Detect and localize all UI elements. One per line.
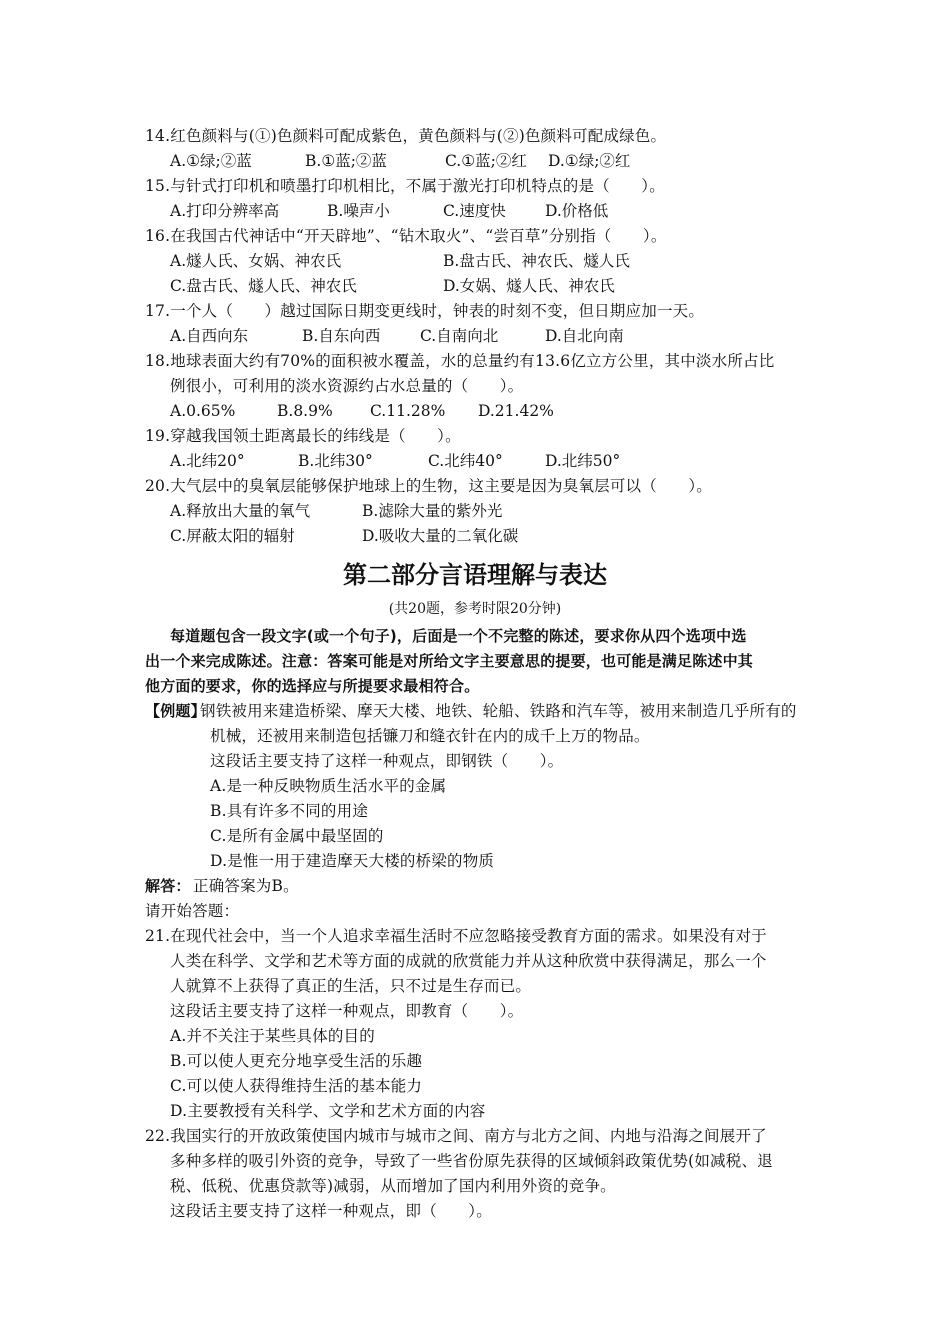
example-text-line-2: 机械，还被用来制造包括镰刀和缝衣针在内的成千上万的物品。 (210, 727, 650, 745)
question-17-option-a: A.自西向东 (170, 327, 249, 345)
question-21-option-c: C.可以使人获得维持生活的基本能力 (170, 1077, 423, 1095)
example-prompt: 这段话主要支持了这样一种观点，即钢铁（ ）。 (210, 752, 564, 770)
question-21-option-b: B.可以使人更充分地享受生活的乐趣 (170, 1052, 423, 1070)
example-option-b: B.具有许多不同的用途 (210, 802, 369, 820)
question-16-option-c: C.盘古氏、燧人氏、神农氏 (170, 277, 357, 295)
example-option-a: A.是一种反映物质生活水平的金属 (210, 777, 447, 795)
question-14-option-c: C.①蓝;②红 (445, 152, 527, 170)
question-21-stem-line-1: 21.在现代社会中，当一个人追求幸福生活时不应忽略接受教育方面的需求。如果没有对于 (145, 927, 767, 945)
question-14-option-b: B.①蓝;②蓝 (305, 152, 387, 170)
question-16-option-d: D.女娲、燧人氏、神农氏 (443, 277, 615, 295)
question-22-stem-line-3: 税、低税、优惠贷款等)减弱，从而增加了国内利用外资的竞争。 (170, 1177, 616, 1195)
question-18-option-d: D.21.42% (478, 402, 554, 420)
question-15-option-a: A.打印分辨率高 (170, 202, 280, 220)
question-14-option-d: D.①绿;②红 (548, 152, 631, 170)
example-option-c: C.是所有金属中最坚固的 (210, 827, 384, 845)
question-22-stem-line-2: 多种多样的吸引外资的竞争，导致了一些省份原先获得的区域倾斜政策优势(如减税、退 (170, 1152, 773, 1170)
question-20-option-c: C.屏蔽太阳的辐射 (170, 527, 295, 545)
question-14-option-a: A.①绿;②蓝 (170, 152, 252, 170)
start-instruction: 请开始答题： (145, 902, 240, 920)
question-17-stem: 17.一个人（ ）越过国际日期变更线时，钟表的时刻不变，但日期应加一天。 (145, 302, 705, 320)
question-19-option-d: D.北纬50° (545, 452, 621, 470)
question-15-option-b: B.噪声小 (327, 202, 390, 220)
question-21-option-a: A.并不关注于某些具体的目的 (170, 1027, 375, 1045)
question-19-option-a: A.北纬20° (170, 452, 245, 470)
question-19-stem: 19.穿越我国领土距离最长的纬线是（ ）。 (145, 427, 461, 445)
question-17-option-c: C.自南向北 (420, 327, 499, 345)
question-15-option-c: C.速度快 (443, 202, 506, 220)
question-18-option-a: A.0.65% (170, 402, 236, 420)
instructions-line-2: 出一个来完成陈述。注意：答案可能是对所给文字主要意思的提要，也可能是满足陈述中其 (145, 652, 754, 670)
question-19-option-b: B.北纬30° (298, 452, 373, 470)
question-21-stem-line-2: 人类在科学、文学和艺术等方面的成就的欣赏能力并从这种欣赏中获得满足，那么一个 (170, 952, 767, 970)
answer-text: 正确答案为B。 (193, 877, 299, 895)
example-text-line-1: 钢铁被用来建造桥梁、摩天大楼、地铁、轮船、铁路和汽车等，被用来制造几乎所有的 (200, 702, 797, 720)
instructions-line-3: 他方面的要求，你的选择应与所提要求最相符合。 (145, 677, 480, 695)
question-17-option-d: D.自北向南 (545, 327, 624, 345)
question-16-stem: 16.在我国古代神话中“开天辟地”、“钻木取火”、“尝百草”分别指（ ）。 (145, 227, 667, 245)
question-22-stem-line-1: 22.我国实行的开放政策使国内城市与城市之间、南方与北方之间、内地与沿海之间展开了 (145, 1127, 767, 1145)
question-20-stem: 20.大气层中的臭氧层能够保护地球上的生物，这主要是因为臭氧层可以（ ）。 (145, 477, 713, 495)
question-22-prompt: 这段话主要支持了这样一种观点，即（ ）。 (170, 1202, 492, 1220)
answer-label: 解答： (145, 877, 191, 895)
example-label: 【例题】 (145, 702, 206, 720)
example-option-d: D.是惟一用于建造摩天大楼的桥梁的物质 (210, 852, 495, 870)
question-19-option-c: C.北纬40° (428, 452, 503, 470)
question-21-stem-line-3: 人就算不上获得了真正的生活，只不过是生存而已。 (170, 977, 532, 995)
question-16-option-b: B.盘古氏、神农氏、燧人氏 (443, 252, 630, 270)
question-18-option-c: C.11.28% (370, 402, 446, 420)
question-15-option-d: D.价格低 (545, 202, 609, 220)
question-21-option-d: D.主要教授有关科学、文学和艺术方面的内容 (170, 1102, 486, 1120)
question-17-option-b: B.自东向西 (302, 327, 381, 345)
question-20-option-a: A.释放出大量的氧气 (170, 502, 311, 520)
question-20-option-b: B.滤除大量的紫外光 (362, 502, 503, 520)
instructions-line-1: 每道题包含一段文字(或一个句子)，后面是一个不完整的陈述，要求你从四个选项中选 (170, 627, 747, 645)
question-21-prompt: 这段话主要支持了这样一种观点，即教育（ ）。 (170, 1002, 524, 1020)
question-14-stem: 14.红色颜料与(①)色颜料可配成紫色，黄色颜料与(②)色颜料可配成绿色。 (145, 127, 667, 145)
question-20-option-d: D.吸收大量的二氧化碳 (362, 527, 519, 545)
question-16-option-a: A.燧人氏、女娲、神农氏 (170, 252, 342, 270)
part-2-subtitle: (共20题，参考时限20分钟) (388, 601, 562, 617)
question-18-stem-line-2: 例很小，可利用的淡水资源约占水总量的（ ）。 (170, 377, 524, 395)
question-18-stem-line-1: 18.地球表面大约有70%的面积被水覆盖，水的总量约有13.6亿立方公里，其中淡水所占比 (145, 352, 775, 370)
part-2-title: 第二部分言语理解与表达 (343, 561, 607, 589)
question-15-stem: 15.与针式打印机和喷墨打印机相比，不属于激光打印机特点的是（ ）。 (145, 177, 665, 195)
question-18-option-b: B.8.9% (277, 402, 333, 420)
